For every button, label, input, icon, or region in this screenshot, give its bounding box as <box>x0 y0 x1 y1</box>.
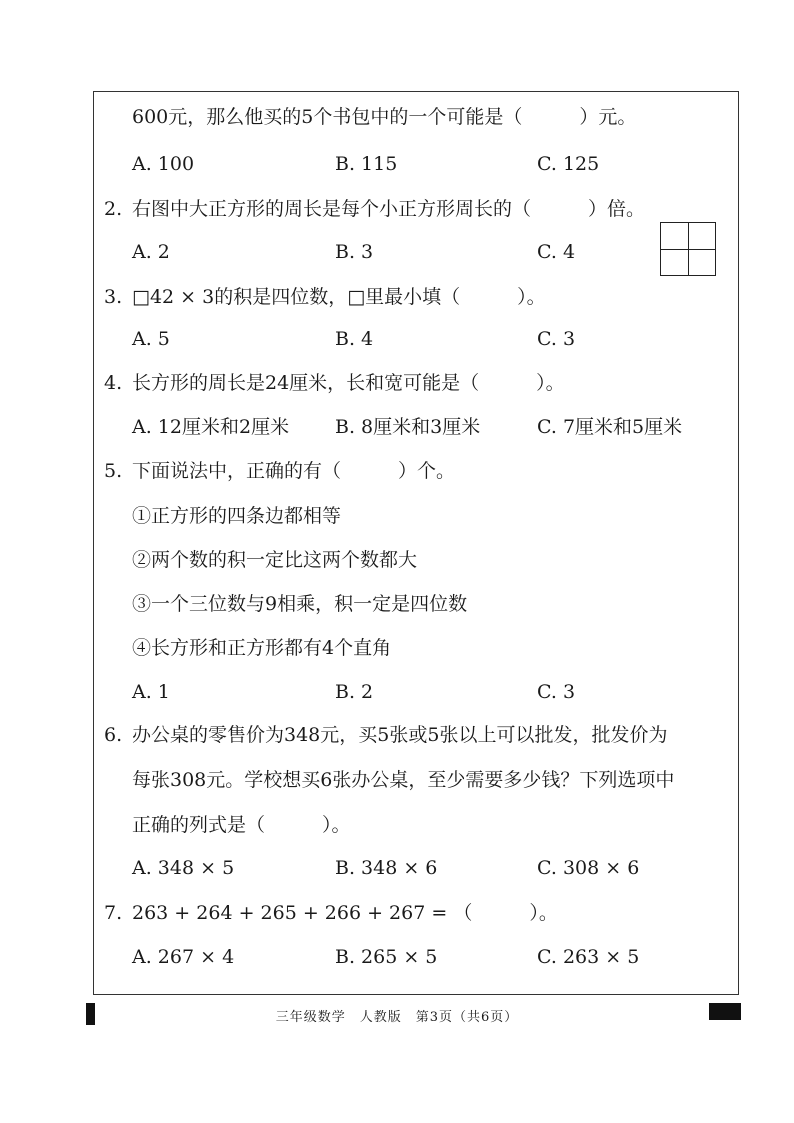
q2-option-a[interactable]: A. 2 <box>132 241 170 263</box>
q6-stem-line-1: 办公桌的零售价为348元，买5张或5张以上可以批发，批发价为 <box>132 724 668 746</box>
q6-option-a[interactable]: A. 348 × 5 <box>132 857 235 879</box>
q3-stem: □42 × 3的积是四位数，□里最小填（ ）。 <box>132 286 546 308</box>
q4-option-a[interactable]: A. 12厘米和2厘米 <box>132 416 290 438</box>
q3-option-a[interactable]: A. 5 <box>132 328 170 350</box>
q4-stem: 长方形的周长是24厘米，长和宽可能是（ ）。 <box>132 372 565 394</box>
q5-statement-2: ②两个数的积一定比这两个数都大 <box>132 549 418 571</box>
q7-option-b[interactable]: B. 265 × 5 <box>335 946 438 968</box>
q1-option-c[interactable]: C. 125 <box>537 153 600 175</box>
q6-option-b[interactable]: B. 348 × 6 <box>335 857 438 879</box>
q1-stem: 600元，那么他买的5个书包中的一个可能是（ ）元。 <box>132 106 637 128</box>
square-grid-figure <box>660 222 716 276</box>
q1-option-b[interactable]: B. 115 <box>335 153 398 175</box>
q7-option-a[interactable]: A. 267 × 4 <box>132 946 235 968</box>
page-footer: 三年级数学 人教版 第3页（共6页） <box>275 1010 519 1025</box>
q1-option-a[interactable]: A. 100 <box>132 153 195 175</box>
q5-number: 5. <box>104 460 123 482</box>
q6-stem-line-2: 每张308元。学校想买6张办公桌，至少需要多少钱？下列选项中 <box>132 769 675 791</box>
q7-stem: 263 + 264 + 265 + 266 + 267 = （ ）。 <box>132 902 558 924</box>
q4-option-c[interactable]: C. 7厘米和5厘米 <box>537 416 683 438</box>
q3-option-b[interactable]: B. 4 <box>335 328 374 350</box>
scan-mark-right <box>709 1003 741 1020</box>
q5-option-b[interactable]: B. 2 <box>335 681 374 703</box>
q3-number: 3. <box>104 286 123 308</box>
q5-statement-3: ③一个三位数与9相乘，积一定是四位数 <box>132 593 468 615</box>
q4-number: 4. <box>104 372 123 394</box>
q2-option-b[interactable]: B. 3 <box>335 241 374 263</box>
q3-option-c[interactable]: C. 3 <box>537 328 576 350</box>
q5-statement-4: ④长方形和正方形都有4个直角 <box>132 637 392 659</box>
q7-number: 7. <box>104 902 123 924</box>
q5-stem: 下面说法中，正确的有（ ）个。 <box>132 460 456 482</box>
q6-stem-line-3: 正确的列式是（ ）。 <box>132 814 351 836</box>
q2-stem: 右图中大正方形的周长是每个小正方形周长的（ ）倍。 <box>132 198 646 220</box>
q5-option-a[interactable]: A. 1 <box>132 681 170 703</box>
q4-option-b[interactable]: B. 8厘米和3厘米 <box>335 416 481 438</box>
q6-option-c[interactable]: C. 308 × 6 <box>537 857 640 879</box>
q7-option-c[interactable]: C. 263 × 5 <box>537 946 640 968</box>
q2-number: 2. <box>104 198 123 220</box>
q6-number: 6. <box>104 724 123 746</box>
q5-option-c[interactable]: C. 3 <box>537 681 576 703</box>
q2-option-c[interactable]: C. 4 <box>537 241 576 263</box>
q5-statement-1: ①正方形的四条边都相等 <box>132 505 342 527</box>
